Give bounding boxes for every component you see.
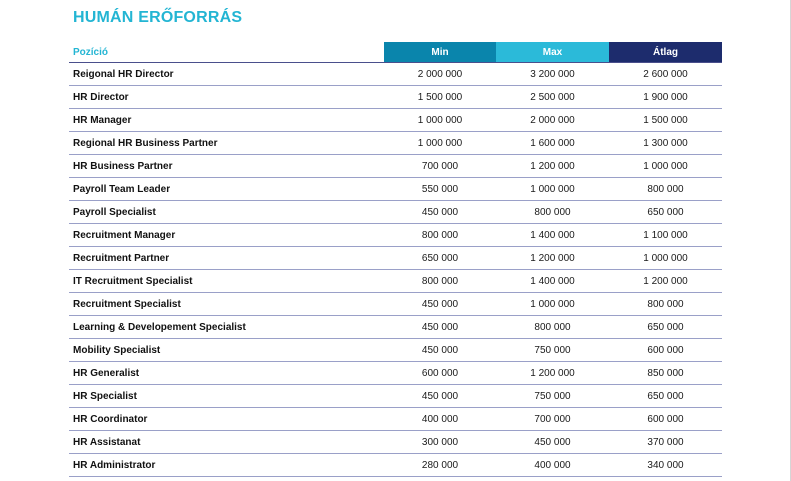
- table-row: [69, 224, 722, 247]
- min-cell: 800 000: [384, 270, 496, 293]
- position-cell: HR Generalist: [69, 362, 384, 385]
- table-row: [69, 316, 722, 339]
- average-cell: 2 600 000: [609, 63, 722, 86]
- average-cell: 800 000: [609, 178, 722, 201]
- average-cell: 650 000: [609, 316, 722, 339]
- header-row: [69, 42, 722, 63]
- position-cell: HR Specialist: [69, 385, 384, 408]
- min-cell: 300 000: [384, 431, 496, 454]
- min-cell: 600 000: [384, 362, 496, 385]
- min-cell: 550 000: [384, 178, 496, 201]
- column-header-max: Max: [496, 42, 609, 63]
- table-row: [69, 362, 722, 385]
- position-cell: Payroll Team Leader: [69, 178, 384, 201]
- table-row: [69, 63, 722, 86]
- position-cell: IT Recruitment Specialist: [69, 270, 384, 293]
- min-cell: 450 000: [384, 201, 496, 224]
- average-cell: 600 000: [609, 339, 722, 362]
- average-cell: 370 000: [609, 431, 722, 454]
- position-cell: Recruitment Manager: [69, 224, 384, 247]
- min-cell: 650 000: [384, 247, 496, 270]
- table-row: [69, 431, 722, 454]
- max-cell: 450 000: [496, 431, 609, 454]
- column-header-average: Átlag: [609, 42, 722, 63]
- max-cell: 1 200 000: [496, 247, 609, 270]
- table-row: [69, 247, 722, 270]
- table-header: [69, 42, 722, 63]
- average-cell: 1 000 000: [609, 247, 722, 270]
- max-cell: 1 200 000: [496, 362, 609, 385]
- table-row: [69, 339, 722, 362]
- max-cell: 1 200 000: [496, 155, 609, 178]
- max-cell: 700 000: [496, 408, 609, 431]
- column-header-position: Pozíció: [69, 42, 384, 63]
- average-cell: 1 000 000: [609, 155, 722, 178]
- max-cell: 1 400 000: [496, 270, 609, 293]
- column-header-min: Min: [384, 42, 496, 63]
- max-cell: 1 000 000: [496, 178, 609, 201]
- average-cell: 1 900 000: [609, 86, 722, 109]
- table-row: [69, 293, 722, 316]
- position-cell: Reigonal HR Director: [69, 63, 384, 86]
- position-cell: Mobility Specialist: [69, 339, 384, 362]
- min-cell: 800 000: [384, 224, 496, 247]
- table-row: [69, 454, 722, 477]
- min-cell: 280 000: [384, 454, 496, 477]
- average-cell: 340 000: [609, 454, 722, 477]
- table-body: [69, 63, 722, 477]
- max-cell: 800 000: [496, 201, 609, 224]
- max-cell: 3 200 000: [496, 63, 609, 86]
- salary-table: [69, 42, 722, 477]
- position-cell: Learning & Developement Specialist: [69, 316, 384, 339]
- table-row: [69, 201, 722, 224]
- page-title: HUMÁN ERŐFORRÁS: [73, 9, 243, 26]
- position-cell: HR Business Partner: [69, 155, 384, 178]
- min-cell: 450 000: [384, 339, 496, 362]
- max-cell: 1 600 000: [496, 132, 609, 155]
- position-cell: Payroll Specialist: [69, 201, 384, 224]
- position-cell: Regional HR Business Partner: [69, 132, 384, 155]
- min-cell: 450 000: [384, 385, 496, 408]
- min-cell: 450 000: [384, 316, 496, 339]
- average-cell: 650 000: [609, 201, 722, 224]
- max-cell: 1 400 000: [496, 224, 609, 247]
- min-cell: 1 000 000: [384, 109, 496, 132]
- position-cell: HR Manager: [69, 109, 384, 132]
- average-cell: 1 500 000: [609, 109, 722, 132]
- table-row: [69, 270, 722, 293]
- table-row: [69, 86, 722, 109]
- min-cell: 450 000: [384, 293, 496, 316]
- position-cell: Recruitment Partner: [69, 247, 384, 270]
- max-cell: 400 000: [496, 454, 609, 477]
- table-row: [69, 408, 722, 431]
- average-cell: 600 000: [609, 408, 722, 431]
- table-row: [69, 178, 722, 201]
- min-cell: 700 000: [384, 155, 496, 178]
- average-cell: 1 200 000: [609, 270, 722, 293]
- position-cell: HR Assistanat: [69, 431, 384, 454]
- max-cell: 1 000 000: [496, 293, 609, 316]
- position-cell: HR Director: [69, 86, 384, 109]
- position-cell: HR Administrator: [69, 454, 384, 477]
- average-cell: 1 300 000: [609, 132, 722, 155]
- average-cell: 800 000: [609, 293, 722, 316]
- table-row: [69, 155, 722, 178]
- average-cell: 1 100 000: [609, 224, 722, 247]
- average-cell: 850 000: [609, 362, 722, 385]
- min-cell: 1 000 000: [384, 132, 496, 155]
- min-cell: 2 000 000: [384, 63, 496, 86]
- position-cell: HR Coordinator: [69, 408, 384, 431]
- table-row: [69, 132, 722, 155]
- position-cell: Recruitment Specialist: [69, 293, 384, 316]
- max-cell: 750 000: [496, 339, 609, 362]
- average-cell: 650 000: [609, 385, 722, 408]
- table-row: [69, 109, 722, 132]
- min-cell: 400 000: [384, 408, 496, 431]
- max-cell: 2 500 000: [496, 86, 609, 109]
- max-cell: 750 000: [496, 385, 609, 408]
- min-cell: 1 500 000: [384, 86, 496, 109]
- max-cell: 2 000 000: [496, 109, 609, 132]
- table-row: [69, 385, 722, 408]
- max-cell: 800 000: [496, 316, 609, 339]
